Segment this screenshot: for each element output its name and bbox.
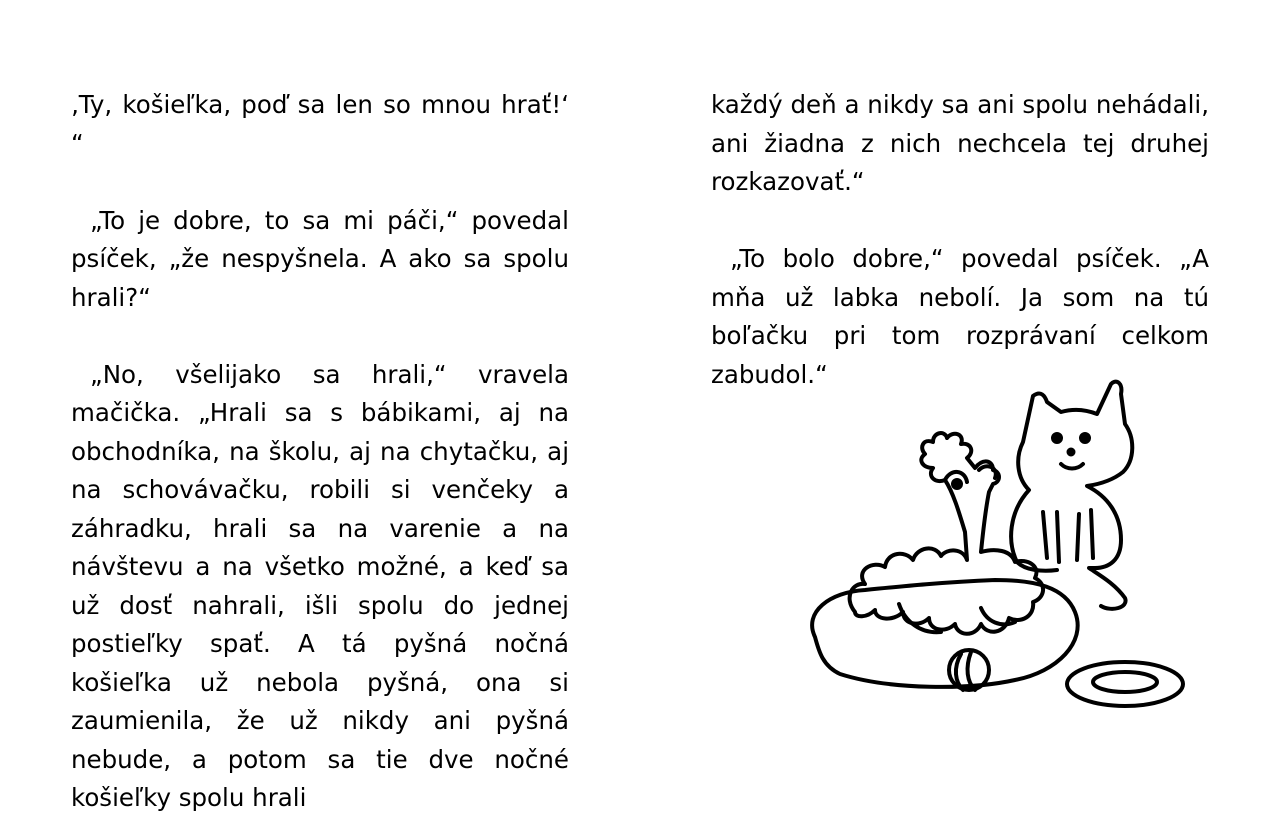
cat — [1011, 382, 1132, 609]
left-text-column — [71, 86, 569, 818]
left-page — [0, 0, 640, 812]
right-text-column — [711, 86, 1209, 394]
right-page — [640, 0, 1280, 800]
paragraph: ‚Ty, košieľka, poď sa len so mnou hrať!‘ “ — [71, 90, 569, 158]
cushion — [812, 580, 1078, 687]
paragraph: každý deň a nikdy sa ani spolu nehádali, ani žiadna z nich nechcela tej druhej rozkazovať.“ — [711, 90, 1209, 196]
paragraph: „To bolo dobre,“ povedal psíček. „A mňa už labka nebolí. Ja som na tú boľačku pri tom rozprávaní celkom zabudol.“ — [711, 244, 1209, 389]
paragraph: „No, všelijako sa hrali,“ vravela mačička. „Hrali sa s bábikami, aj na obchodníka, na školu, aj na chytačku, aj na schovávačku, robili si venčeky a záhradku, hrali sa na varenie a na návštevu a na všetko možné, a keď sa už dosť nahrali, išli spolu do jednej postieľky spať. A tá pyšná nočná košieľka už nebola pyšná, ona si zaumienila, že už nikdy ani pyšná nebude, a potom sa tie dve nočné košieľky spolu hrali — [71, 359, 569, 812]
bowl — [1067, 662, 1183, 706]
dog — [850, 433, 1043, 634]
paragraph: „To je dobre, to sa mi páči,“ povedal psíček, „že nespyšnela. A ako sa spolu hrali?“ — [71, 205, 569, 312]
dog-and-cat-illustration — [795, 372, 1215, 722]
